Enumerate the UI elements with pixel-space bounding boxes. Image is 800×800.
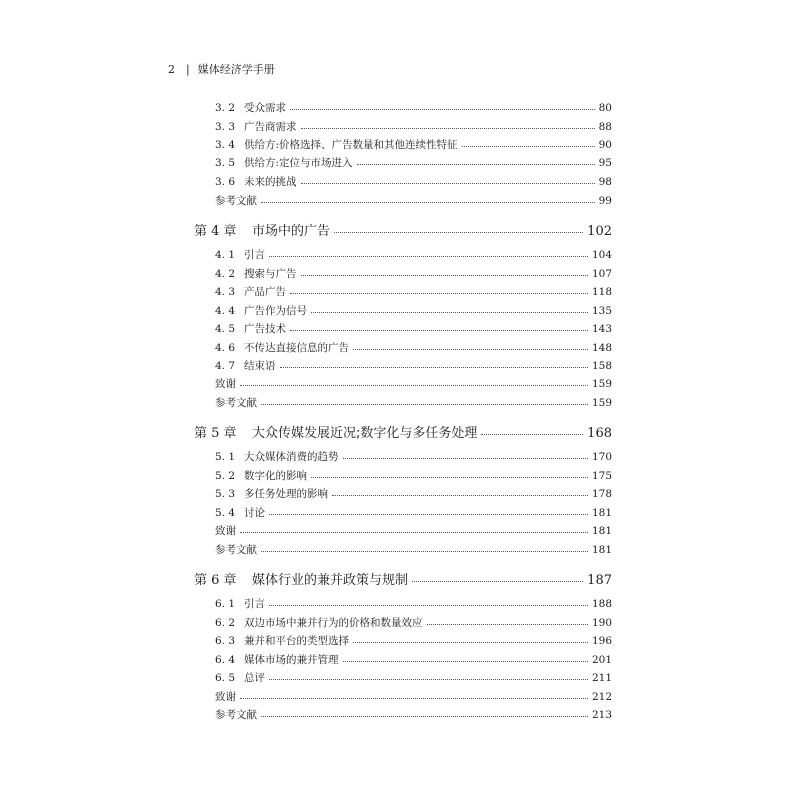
toc-entry-title: 参考文献: [215, 544, 257, 556]
toc-entry-title: 大众传媒发展近况;数字化与多任务处理: [252, 426, 478, 441]
toc-entry-number: 4. 5: [215, 323, 236, 335]
dot-leader: [261, 196, 595, 203]
dot-leader: [290, 287, 588, 294]
toc-entry[interactable]: [215, 633, 612, 648]
header-separator: |: [186, 62, 190, 76]
toc-entry-title: 大众媒体消费的趋势: [244, 451, 339, 463]
page-number: 2: [168, 62, 175, 76]
toc-entry[interactable]: [215, 137, 612, 152]
toc-entry-page: 148: [591, 342, 612, 354]
toc-entry-title: 兼并和平台的类型选择: [244, 635, 349, 647]
toc-entry-page: 181: [591, 544, 612, 556]
toc-entry-number: 3. 5: [215, 157, 236, 169]
dot-leader: [269, 250, 588, 257]
dot-leader: [427, 618, 588, 625]
toc-entry-number: 3. 3: [215, 121, 236, 133]
dot-leader: [290, 324, 588, 331]
toc-entry[interactable]: [215, 303, 612, 318]
toc-chapter-entry[interactable]: [194, 569, 612, 588]
toc-entry-number: 5. 1: [215, 451, 236, 463]
dot-leader: [290, 103, 595, 110]
toc-entry[interactable]: [215, 449, 612, 464]
toc-entry-page: 168: [587, 426, 612, 441]
toc-entry-title: 广告商需求: [244, 121, 297, 133]
toc-entry-title: 致谢: [215, 691, 236, 703]
toc-entry-title: 数字化的影响: [244, 470, 307, 482]
toc-entry-page: 170: [591, 451, 612, 463]
toc-entry-page: 118: [591, 286, 612, 298]
toc-entry-number: 第 6 章: [194, 573, 237, 588]
toc-entry-page: 88: [598, 121, 612, 133]
dot-leader: [332, 489, 588, 496]
toc-entry-number: 4. 3: [215, 286, 236, 298]
toc-entry-title: 受众需求: [244, 102, 286, 114]
toc-entry-title: 媒体市场的兼并管理: [244, 654, 339, 666]
toc-entry-number: 4. 7: [215, 360, 236, 372]
toc-entry-number: 6. 4: [215, 654, 236, 666]
toc-entry-number: 4. 6: [215, 342, 236, 354]
toc-entry[interactable]: [215, 596, 612, 611]
toc-entry-number: 6. 1: [215, 598, 236, 610]
toc-entry[interactable]: [215, 615, 612, 630]
toc-entry[interactable]: [215, 174, 612, 189]
toc-entry-title: 讨论: [244, 507, 265, 519]
toc-entry-number: 6. 2: [215, 617, 236, 629]
dot-leader: [334, 224, 583, 232]
toc-entry-number: 4. 1: [215, 249, 236, 261]
toc-entry-title: 参考文献: [215, 709, 257, 721]
toc-entry[interactable]: [215, 707, 612, 722]
toc-entry-title: 双边市场中兼并行为的价格和数量效应: [244, 617, 423, 629]
toc-entry-page: 196: [591, 635, 612, 647]
toc-entry[interactable]: [215, 321, 612, 336]
dot-leader: [261, 545, 588, 552]
toc-entry-title: 市场中的广告: [252, 224, 331, 239]
dot-leader: [311, 306, 588, 313]
toc-entry-page: 175: [591, 470, 612, 482]
dot-leader: [301, 269, 588, 276]
toc-entry[interactable]: [215, 100, 612, 115]
dot-leader: [343, 655, 588, 662]
toc-entry[interactable]: [215, 340, 612, 355]
toc-entry[interactable]: [215, 670, 612, 685]
toc-entry-page: 99: [598, 195, 612, 207]
toc-entry-number: 5. 3: [215, 488, 236, 500]
toc-entry-page: 159: [591, 378, 612, 390]
toc-entry[interactable]: [215, 486, 612, 501]
dot-leader: [353, 636, 588, 643]
toc-entry-page: 190: [591, 617, 612, 629]
dot-leader: [269, 508, 588, 515]
toc-entry[interactable]: [215, 266, 612, 281]
toc-entry-title: 搜索与广告: [244, 268, 297, 280]
toc-entry-title: 多任务处理的影响: [244, 488, 328, 500]
dot-leader: [357, 158, 595, 165]
toc-entry-title: 不传达直接信息的广告: [244, 342, 349, 354]
toc-entry-page: 188: [591, 598, 612, 610]
toc-entry-number: 第 4 章: [194, 224, 237, 239]
toc-entry-title: 广告作为信号: [244, 305, 307, 317]
toc-entry[interactable]: [215, 247, 612, 262]
toc-entry-page: 102: [587, 224, 612, 239]
toc-entry-page: 178: [591, 488, 612, 500]
toc-entry-page: 90: [598, 139, 612, 151]
toc-entry-number: 4. 4: [215, 305, 236, 317]
dot-leader: [240, 692, 588, 699]
toc-entry-page: 98: [598, 176, 612, 188]
toc-entry-title: 引言: [244, 598, 265, 610]
toc-entry[interactable]: [215, 689, 612, 704]
toc-entry-title: 结束语: [244, 360, 276, 372]
dot-leader: [412, 573, 583, 581]
toc-entry-page: 181: [591, 525, 612, 537]
toc-entry[interactable]: [215, 395, 612, 410]
toc-entry-number: 第 5 章: [194, 426, 237, 441]
toc-chapter-entry[interactable]: [194, 220, 612, 239]
toc-entry-page: 159: [591, 397, 612, 409]
toc-entry[interactable]: [215, 284, 612, 299]
toc-entry[interactable]: [215, 155, 612, 170]
dot-leader: [240, 526, 588, 533]
toc-entry-page: 213: [591, 709, 612, 721]
toc-entry[interactable]: [215, 119, 612, 134]
toc-entry-page: 201: [591, 654, 612, 666]
toc-entry[interactable]: [215, 376, 612, 391]
toc-entry-page: 107: [591, 268, 612, 280]
toc-chapter-entry[interactable]: [194, 422, 612, 441]
toc-entry-number: 3. 4: [215, 139, 236, 151]
dot-leader: [240, 379, 588, 386]
book-title: 媒体经济学手册: [197, 63, 275, 76]
toc-entry-title: 广告技术: [244, 323, 286, 335]
toc-entry-number: 5. 2: [215, 470, 236, 482]
toc-entry-page: 143: [591, 323, 612, 335]
dot-leader: [301, 177, 595, 184]
dot-leader: [353, 343, 588, 350]
toc-entry[interactable]: [215, 523, 612, 538]
toc-entry-title: 产品广告: [244, 286, 286, 298]
toc-entry[interactable]: [215, 193, 612, 208]
dot-leader: [462, 140, 595, 147]
dot-leader: [269, 599, 588, 606]
toc-entry-title: 供给方:定位与市场进入: [244, 157, 353, 169]
toc-entry[interactable]: [215, 505, 612, 520]
running-header: [168, 61, 275, 77]
dot-leader: [481, 426, 583, 434]
dot-leader: [343, 452, 588, 459]
toc-entry-number: 6. 5: [215, 672, 236, 684]
toc-entry-page: 187: [587, 573, 612, 588]
toc-entry-number: 6. 3: [215, 635, 236, 647]
toc-entry-number: 3. 6: [215, 176, 236, 188]
toc-entry-page: 80: [598, 102, 612, 114]
dot-leader: [261, 710, 588, 717]
toc-entry-page: 212: [591, 691, 612, 703]
toc-entry-title: 引言: [244, 249, 265, 261]
toc-entry[interactable]: [215, 542, 612, 557]
dot-leader: [280, 361, 588, 368]
toc-entry[interactable]: [215, 358, 612, 373]
toc-entry-page: 158: [591, 360, 612, 372]
dot-leader: [269, 673, 588, 680]
toc-entry[interactable]: [215, 468, 612, 483]
dot-leader: [301, 122, 595, 129]
dot-leader: [261, 398, 588, 405]
dot-leader: [311, 471, 588, 478]
toc-entry-page: 104: [591, 249, 612, 261]
toc-entry-page: 135: [591, 305, 612, 317]
toc-entry-title: 总评: [244, 672, 265, 684]
toc-entry-title: 参考文献: [215, 195, 257, 207]
toc-entry-title: 参考文献: [215, 397, 257, 409]
toc-entry-title: 媒体行业的兼并政策与规制: [252, 573, 409, 588]
toc-entry-page: 211: [591, 672, 612, 684]
toc-entry-page: 181: [591, 507, 612, 519]
toc-entry-number: 5. 4: [215, 507, 236, 519]
toc-entry-title: 致谢: [215, 525, 236, 537]
toc-entry-page: 95: [598, 157, 612, 169]
toc-entry-number: 3. 2: [215, 102, 236, 114]
toc-entry-title: 致谢: [215, 378, 236, 390]
toc-entry-number: 4. 2: [215, 268, 236, 280]
toc-entry-title: 供给方:价格选择、广告数量和其他连续性特征: [244, 139, 458, 151]
toc-entry-title: 未来的挑战: [244, 176, 297, 188]
toc-entry[interactable]: [215, 652, 612, 667]
